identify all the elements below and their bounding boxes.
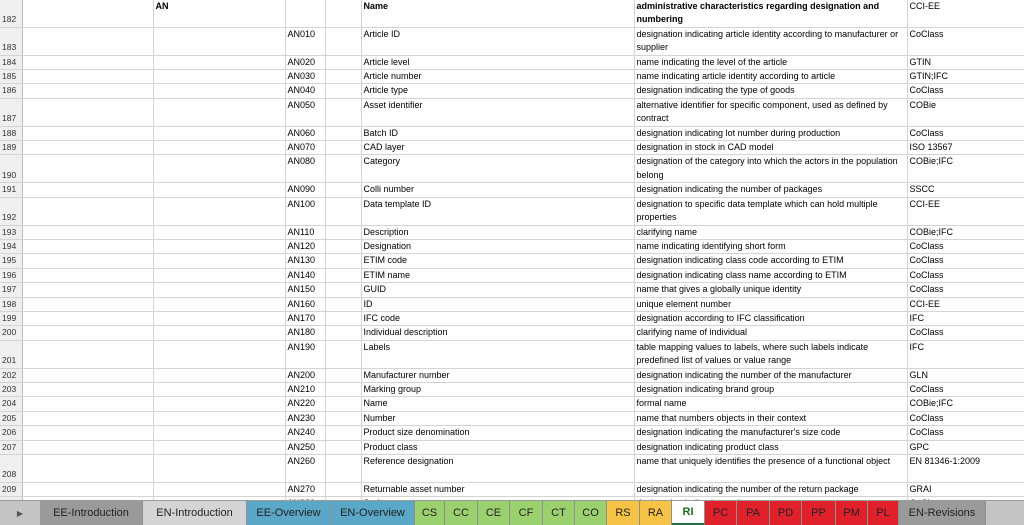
cell[interactable]: [22, 126, 153, 140]
sheet-tab-ri[interactable]: RI: [672, 501, 705, 525]
cell[interactable]: [153, 368, 285, 382]
cell[interactable]: [325, 126, 361, 140]
table-row: [0, 183, 1024, 197]
sheet-tab-pm[interactable]: PM: [836, 501, 868, 525]
cell[interactable]: [153, 141, 285, 155]
name-cell[interactable]: Article ID: [361, 27, 634, 55]
description-cell[interactable]: designation indicating the number of the return package: [634, 482, 907, 496]
row-number[interactable]: 188: [0, 126, 22, 140]
cell[interactable]: [325, 440, 361, 454]
table-row: [0, 70, 1024, 84]
sheet-tab-pc[interactable]: PC: [705, 501, 737, 525]
code-cell[interactable]: AN100: [285, 197, 325, 225]
row-number[interactable]: 197: [0, 283, 22, 297]
cell[interactable]: [153, 283, 285, 297]
name-cell[interactable]: Designation: [361, 239, 634, 253]
row-number[interactable]: 183: [0, 27, 22, 55]
cell[interactable]: [22, 225, 153, 239]
table-row: [0, 426, 1024, 440]
cell[interactable]: [153, 197, 285, 225]
source-cell[interactable]: COBie: [907, 98, 1024, 126]
cell[interactable]: [325, 183, 361, 197]
sheet-tab-cc[interactable]: CC: [445, 501, 478, 525]
cell[interactable]: [153, 27, 285, 55]
description-cell[interactable]: designation in stock in CAD model: [634, 141, 907, 155]
row-number[interactable]: 200: [0, 326, 22, 340]
cell[interactable]: [153, 482, 285, 496]
cell[interactable]: [325, 141, 361, 155]
row-number[interactable]: 208: [0, 455, 22, 483]
table-row: [0, 283, 1024, 297]
table-row: [0, 254, 1024, 268]
code-cell[interactable]: AN170: [285, 311, 325, 325]
sheet-tab-bar: [0, 500, 1024, 525]
cell[interactable]: [153, 440, 285, 454]
description-cell[interactable]: designation according to IFC classification: [634, 311, 907, 325]
cell[interactable]: [325, 155, 361, 183]
table-row: [0, 397, 1024, 411]
table-row: [0, 411, 1024, 425]
row-number[interactable]: 205: [0, 411, 22, 425]
source-cell[interactable]: CoClass: [907, 126, 1024, 140]
source-cell[interactable]: COBie;IFC: [907, 155, 1024, 183]
name-cell[interactable]: Marking group: [361, 382, 634, 396]
cell[interactable]: [22, 239, 153, 253]
source-cell[interactable]: CoClass: [907, 382, 1024, 396]
description-cell[interactable]: table mapping values to labels, where such labels indicate predefined list of values or value range: [634, 340, 907, 368]
description-cell[interactable]: designation indicating the type of goods: [634, 84, 907, 98]
table-row: [0, 197, 1024, 225]
code-cell[interactable]: AN090: [285, 183, 325, 197]
cell[interactable]: [22, 440, 153, 454]
code-cell[interactable]: AN120: [285, 239, 325, 253]
header-characteristics[interactable]: administrative characteristics regarding designation and numbering: [634, 0, 907, 27]
description-cell[interactable]: designation indicating class code according to ETIM: [634, 254, 907, 268]
source-cell[interactable]: GTIN;IFC: [907, 70, 1024, 84]
sheet-tab-ce[interactable]: CE: [478, 501, 510, 525]
table-row: [0, 225, 1024, 239]
code-cell[interactable]: AN190: [285, 340, 325, 368]
cell[interactable]: [285, 0, 325, 27]
cell[interactable]: [22, 326, 153, 340]
sheet-tab-cf[interactable]: CF: [510, 501, 543, 525]
row-number[interactable]: 187: [0, 98, 22, 126]
source-cell[interactable]: COBie;IFC: [907, 397, 1024, 411]
source-cell[interactable]: EN 81346-1:2009: [907, 455, 1024, 483]
code-cell[interactable]: AN040: [285, 84, 325, 98]
cell[interactable]: [153, 70, 285, 84]
cell[interactable]: [325, 98, 361, 126]
cell[interactable]: [22, 183, 153, 197]
cell[interactable]: [153, 311, 285, 325]
cell[interactable]: [22, 397, 153, 411]
cell[interactable]: [325, 382, 361, 396]
source-cell[interactable]: CoClass: [907, 254, 1024, 268]
cell[interactable]: [325, 283, 361, 297]
cell[interactable]: [153, 397, 285, 411]
cell[interactable]: [325, 411, 361, 425]
cell[interactable]: [22, 141, 153, 155]
code-cell[interactable]: AN260: [285, 455, 325, 483]
sheet-tab-en-revisions[interactable]: EN-Revisions: [899, 501, 986, 525]
code-cell[interactable]: AN250: [285, 440, 325, 454]
name-cell[interactable]: Name: [361, 397, 634, 411]
row-number[interactable]: 194: [0, 239, 22, 253]
name-cell[interactable]: Product class: [361, 440, 634, 454]
name-cell[interactable]: ETIM name: [361, 268, 634, 282]
description-cell[interactable]: designation indicating the number of the manufacturer: [634, 368, 907, 382]
cell[interactable]: [153, 155, 285, 183]
row-number[interactable]: 199: [0, 311, 22, 325]
source-cell[interactable]: ISO 13567: [907, 141, 1024, 155]
cell[interactable]: [325, 397, 361, 411]
cell[interactable]: [153, 55, 285, 69]
name-cell[interactable]: CAD layer: [361, 141, 634, 155]
sheet-tab-pl[interactable]: PL: [868, 501, 899, 525]
row-number[interactable]: 182: [0, 0, 22, 27]
cell[interactable]: [153, 340, 285, 368]
cell[interactable]: [153, 239, 285, 253]
name-cell[interactable]: Article number: [361, 70, 634, 84]
code-cell[interactable]: AN020: [285, 55, 325, 69]
name-cell[interactable]: GUID: [361, 283, 634, 297]
sheet-tab-pa[interactable]: PA: [737, 501, 770, 525]
description-cell[interactable]: name that gives a globally unique identity: [634, 283, 907, 297]
name-cell[interactable]: Description: [361, 225, 634, 239]
header-an[interactable]: AN: [153, 0, 285, 27]
cell[interactable]: [22, 155, 153, 183]
cell[interactable]: [153, 254, 285, 268]
cell[interactable]: [22, 70, 153, 84]
code-cell[interactable]: AN010: [285, 27, 325, 55]
name-cell[interactable]: Product size denomination: [361, 426, 634, 440]
source-cell[interactable]: IFC: [907, 311, 1024, 325]
name-cell[interactable]: IFC code: [361, 311, 634, 325]
row-number[interactable]: 189: [0, 141, 22, 155]
cell[interactable]: [325, 239, 361, 253]
code-cell[interactable]: AN050: [285, 98, 325, 126]
sheet-tab-ct[interactable]: CT: [543, 501, 575, 525]
name-cell[interactable]: Individual description: [361, 326, 634, 340]
cell[interactable]: [22, 98, 153, 126]
description-cell[interactable]: clarifying name: [634, 225, 907, 239]
description-cell[interactable]: formal name: [634, 397, 907, 411]
row-number[interactable]: 207: [0, 440, 22, 454]
cell[interactable]: [22, 268, 153, 282]
cell[interactable]: [325, 84, 361, 98]
cell[interactable]: [325, 197, 361, 225]
code-cell[interactable]: AN110: [285, 225, 325, 239]
cell[interactable]: [325, 70, 361, 84]
sheet-tab-pd[interactable]: PD: [770, 501, 802, 525]
cell[interactable]: [153, 382, 285, 396]
row-number[interactable]: 184: [0, 55, 22, 69]
table-row: [0, 455, 1024, 483]
cell[interactable]: [153, 455, 285, 483]
sheet-tab-ee-overview[interactable]: EE-Overview: [247, 501, 331, 525]
table-row: [0, 268, 1024, 282]
table-row: [0, 98, 1024, 126]
cell[interactable]: [22, 340, 153, 368]
name-cell[interactable]: Category: [361, 155, 634, 183]
cell[interactable]: [153, 268, 285, 282]
table-row: [0, 382, 1024, 396]
table-row: [0, 311, 1024, 325]
cell[interactable]: [325, 27, 361, 55]
cell[interactable]: [22, 297, 153, 311]
header-row: [0, 0, 1024, 27]
table-row: [0, 141, 1024, 155]
row-number[interactable]: 203: [0, 382, 22, 396]
code-cell[interactable]: AN140: [285, 268, 325, 282]
sheet-tab-pp[interactable]: PP: [802, 501, 836, 525]
cell[interactable]: [325, 254, 361, 268]
sheet-tab-rs[interactable]: RS: [607, 501, 640, 525]
cell[interactable]: [153, 126, 285, 140]
description-cell[interactable]: designation indicating product class: [634, 440, 907, 454]
row-number[interactable]: 191: [0, 183, 22, 197]
cell[interactable]: [325, 268, 361, 282]
cell[interactable]: [325, 340, 361, 368]
description-cell[interactable]: designation indicating the manufacturer's size code: [634, 426, 907, 440]
description-cell[interactable]: designation indicating the number of packages: [634, 183, 907, 197]
name-cell[interactable]: Article type: [361, 84, 634, 98]
source-cell[interactable]: GLN: [907, 368, 1024, 382]
source-cell[interactable]: CoClass: [907, 27, 1024, 55]
code-cell[interactable]: AN200: [285, 368, 325, 382]
cell[interactable]: [22, 482, 153, 496]
name-cell[interactable]: Asset identifier: [361, 98, 634, 126]
cell[interactable]: [22, 411, 153, 425]
row-number[interactable]: 196: [0, 268, 22, 282]
cell[interactable]: [22, 368, 153, 382]
cell[interactable]: [153, 183, 285, 197]
cell[interactable]: [22, 455, 153, 483]
code-cell[interactable]: AN070: [285, 141, 325, 155]
code-cell[interactable]: AN240: [285, 426, 325, 440]
sheet-tab-en-overview[interactable]: EN-Overview: [331, 501, 415, 525]
cell[interactable]: [22, 426, 153, 440]
name-cell[interactable]: Manufacturer number: [361, 368, 634, 382]
code-cell[interactable]: AN150: [285, 283, 325, 297]
cell[interactable]: [325, 311, 361, 325]
cell[interactable]: [325, 55, 361, 69]
code-cell[interactable]: AN160: [285, 297, 325, 311]
table-row: [0, 239, 1024, 253]
code-cell[interactable]: AN130: [285, 254, 325, 268]
cell[interactable]: [22, 197, 153, 225]
description-cell[interactable]: unique element number: [634, 297, 907, 311]
cell[interactable]: [22, 0, 153, 27]
description-cell[interactable]: alternative identifier for specific component, used as defined by contract: [634, 98, 907, 126]
code-cell[interactable]: AN230: [285, 411, 325, 425]
name-cell[interactable]: Batch ID: [361, 126, 634, 140]
header-name[interactable]: Name: [361, 0, 634, 27]
row-number[interactable]: 193: [0, 225, 22, 239]
description-cell[interactable]: clarifying name of individual: [634, 326, 907, 340]
cell[interactable]: [153, 426, 285, 440]
row-number[interactable]: 209: [0, 482, 22, 496]
description-cell[interactable]: designation indicating brand group: [634, 382, 907, 396]
cell[interactable]: [325, 482, 361, 496]
name-cell[interactable]: Article level: [361, 55, 634, 69]
sheet-tab-en-introduction[interactable]: EN-Introduction: [143, 501, 247, 525]
source-cell[interactable]: GRAI: [907, 482, 1024, 496]
sheet-tab-cs[interactable]: CS: [415, 501, 445, 525]
cell[interactable]: [22, 382, 153, 396]
description-cell[interactable]: designation indicating lot number during production: [634, 126, 907, 140]
table-row: [0, 297, 1024, 311]
source-cell[interactable]: CoClass: [907, 283, 1024, 297]
source-cell[interactable]: GTIN: [907, 55, 1024, 69]
source-cell[interactable]: CoClass: [907, 239, 1024, 253]
name-cell[interactable]: Reference designation: [361, 455, 634, 483]
cell[interactable]: [153, 84, 285, 98]
row-number[interactable]: 201: [0, 340, 22, 368]
source-cell[interactable]: CCI-EE: [907, 297, 1024, 311]
code-cell[interactable]: AN030: [285, 70, 325, 84]
cell[interactable]: [325, 0, 361, 27]
scroll-tabs-right-button[interactable]: [0, 501, 40, 525]
row-number[interactable]: 206: [0, 426, 22, 440]
cell[interactable]: [22, 27, 153, 55]
code-cell[interactable]: AN270: [285, 482, 325, 496]
table-row: [0, 340, 1024, 368]
row-number[interactable]: 192: [0, 197, 22, 225]
name-cell[interactable]: ETIM code: [361, 254, 634, 268]
code-cell[interactable]: AN060: [285, 126, 325, 140]
description-cell[interactable]: name indicating the level of the article: [634, 55, 907, 69]
table-row: [0, 368, 1024, 382]
header-source[interactable]: CCI-EE: [907, 0, 1024, 27]
cell[interactable]: [325, 455, 361, 483]
cell[interactable]: [153, 411, 285, 425]
row-number[interactable]: 186: [0, 84, 22, 98]
description-cell[interactable]: name indicating article identity according to article: [634, 70, 907, 84]
row-number[interactable]: 202: [0, 368, 22, 382]
cell[interactable]: [325, 426, 361, 440]
cell[interactable]: [22, 283, 153, 297]
cell[interactable]: [22, 84, 153, 98]
name-cell[interactable]: Labels: [361, 340, 634, 368]
sheet-tab-ee-introduction[interactable]: EE-Introduction: [40, 501, 143, 525]
name-cell[interactable]: ID: [361, 297, 634, 311]
source-cell[interactable]: IFC: [907, 340, 1024, 368]
description-cell[interactable]: designation indicating class name according to ETIM: [634, 268, 907, 282]
description-cell[interactable]: designation of the category into which the actors in the population belong: [634, 155, 907, 183]
cell[interactable]: [153, 98, 285, 126]
name-cell[interactable]: Number: [361, 411, 634, 425]
code-cell[interactable]: AN220: [285, 397, 325, 411]
cell[interactable]: [153, 326, 285, 340]
cell[interactable]: [22, 254, 153, 268]
name-cell[interactable]: Data template ID: [361, 197, 634, 225]
cell[interactable]: [325, 297, 361, 311]
table-row: [0, 155, 1024, 183]
cell[interactable]: [325, 225, 361, 239]
cell[interactable]: [153, 225, 285, 239]
source-cell[interactable]: GPC: [907, 440, 1024, 454]
name-cell[interactable]: Returnable asset number: [361, 482, 634, 496]
cell[interactable]: [22, 55, 153, 69]
source-cell[interactable]: CoClass: [907, 84, 1024, 98]
source-cell[interactable]: CoClass: [907, 326, 1024, 340]
row-number[interactable]: 190: [0, 155, 22, 183]
table-row: [0, 440, 1024, 454]
source-cell[interactable]: SSCC: [907, 183, 1024, 197]
description-cell[interactable]: designation to specific data template which can hold multiple properties: [634, 197, 907, 225]
source-cell[interactable]: CoClass: [907, 426, 1024, 440]
code-cell[interactable]: AN210: [285, 382, 325, 396]
source-cell[interactable]: CoClass: [907, 411, 1024, 425]
table-row: [0, 84, 1024, 98]
source-cell[interactable]: CoClass: [907, 268, 1024, 282]
row-number[interactable]: 185: [0, 70, 22, 84]
code-cell[interactable]: AN180: [285, 326, 325, 340]
table-row: [0, 55, 1024, 69]
table-row: [0, 27, 1024, 55]
sheet-tab-ra[interactable]: RA: [640, 501, 672, 525]
table-row: [0, 326, 1024, 340]
cell[interactable]: [325, 326, 361, 340]
description-cell[interactable]: name indicating identifying short form: [634, 239, 907, 253]
source-cell[interactable]: CCI-EE: [907, 197, 1024, 225]
code-cell[interactable]: AN080: [285, 155, 325, 183]
row-number[interactable]: 198: [0, 297, 22, 311]
row-number[interactable]: 195: [0, 254, 22, 268]
table-row: [0, 482, 1024, 496]
sheet-tab-co[interactable]: CO: [575, 501, 607, 525]
source-cell[interactable]: COBie;IFC: [907, 225, 1024, 239]
cell[interactable]: [22, 311, 153, 325]
name-cell[interactable]: Colli number: [361, 183, 634, 197]
caret-right-icon: ▶: [16, 508, 24, 518]
description-cell[interactable]: designation indicating article identity according to manufacturer or supplier: [634, 27, 907, 55]
cell[interactable]: [153, 297, 285, 311]
table-row: [0, 126, 1024, 140]
description-cell[interactable]: name that numbers objects in their context: [634, 411, 907, 425]
description-cell[interactable]: name that uniquely identifies the presence of a functional object: [634, 455, 907, 483]
cell[interactable]: [325, 368, 361, 382]
row-number[interactable]: 204: [0, 397, 22, 411]
